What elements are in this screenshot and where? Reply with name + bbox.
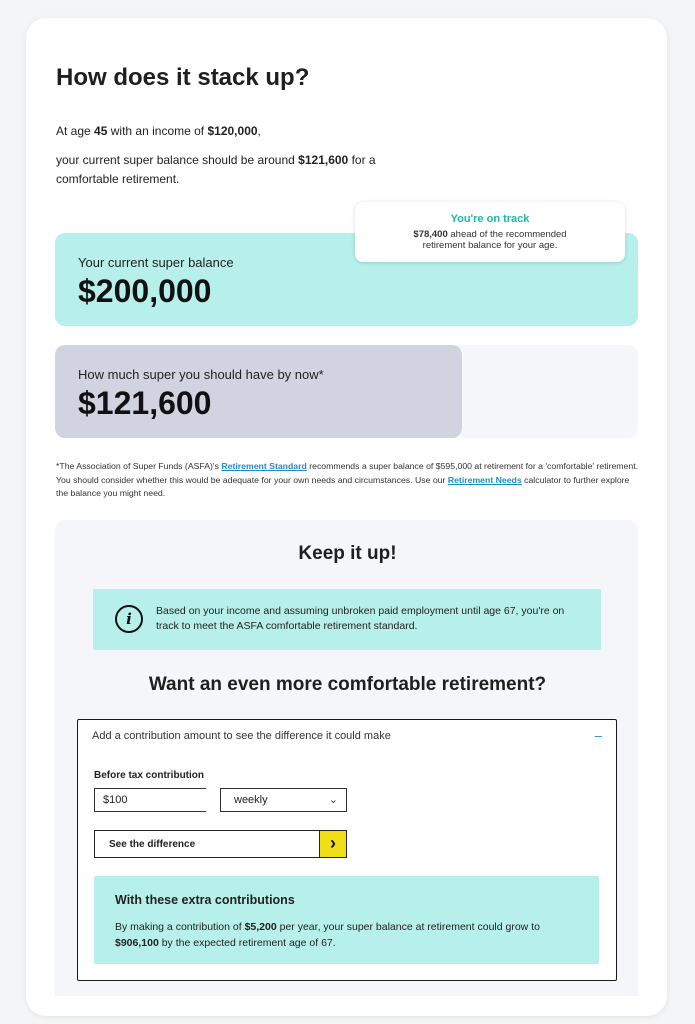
intro-line-2: your current super balance should be around $121,600 for a comfortable retirement. — [56, 153, 376, 186]
intro-line-1: At age 45 with an income of $120,000, — [56, 124, 261, 138]
collapse-toggle[interactable]: – — [594, 728, 602, 743]
projected-balance-value: $906,100 — [115, 937, 159, 949]
current-balance-label: Your current super balance — [78, 255, 234, 270]
see-the-difference-label: See the difference — [109, 839, 196, 850]
contribution-amount-input[interactable] — [94, 788, 206, 812]
on-track-title: You're on track — [450, 213, 530, 225]
contribution-panel — [77, 719, 617, 981]
retirement-needs-link[interactable]: Retirement Needs — [447, 474, 522, 485]
retirement-standard-link[interactable]: Retirement Standard — [221, 461, 307, 471]
should-have-box — [55, 345, 462, 438]
info-icon: i — [115, 605, 143, 633]
on-track-message — [93, 589, 601, 650]
keep-it-up-heading: Keep it up! — [298, 543, 397, 564]
result-title: With these extra contributions — [115, 893, 295, 907]
on-track-body: $78,400 ahead of the recommended retirement balance for your age. — [413, 229, 567, 251]
frequency-value: weekly — [234, 794, 268, 806]
before-tax-label: Before tax contribution — [94, 770, 205, 781]
age-value: 45 — [94, 124, 108, 138]
chevron-right-icon: › — [319, 830, 347, 858]
frequency-select[interactable] — [220, 788, 347, 812]
should-have-label: How much super you should have by now* — [78, 367, 324, 382]
recommended-value: $121,600 — [298, 153, 349, 167]
more-comfortable-heading: Want an even more comfortable retirement? — [148, 674, 547, 695]
income-value: $120,000 — [207, 124, 258, 138]
contribution-panel-header[interactable]: Add a contribution amount to see the difference it could make — [92, 730, 391, 742]
should-have-value: $121,600 — [78, 385, 212, 421]
on-track-tooltip — [355, 202, 625, 262]
asfa-footnote: *The Association of Super Funds (ASFA)'s Retirement Standard recommends a super balance of $595,000 at retirement for a 'comfortable' retirement. You should consider whether this would be adequate for your own needs and circumstances. Use our Retirement Needs calculator to further explore the balance you might need. — [56, 461, 639, 498]
result-text: By making a contribution of $5,200 per year, your super balance at retirement could grow to $906,100 by the expected retirement age of 67. — [115, 921, 540, 949]
extra-contributions-result — [94, 876, 599, 964]
per-year-value: $5,200 — [244, 921, 277, 933]
on-track-message-text: Based on your income and assuming unbroken paid employment until age 67, you're on track to meet the ASFA comfortable retirement standard. — [156, 605, 565, 632]
chevron-down-icon: ⌄ — [328, 794, 338, 806]
current-balance-value: $200,000 — [78, 273, 212, 309]
see-the-difference-button[interactable] — [94, 830, 347, 858]
page-title: How does it stack up? — [56, 64, 310, 91]
